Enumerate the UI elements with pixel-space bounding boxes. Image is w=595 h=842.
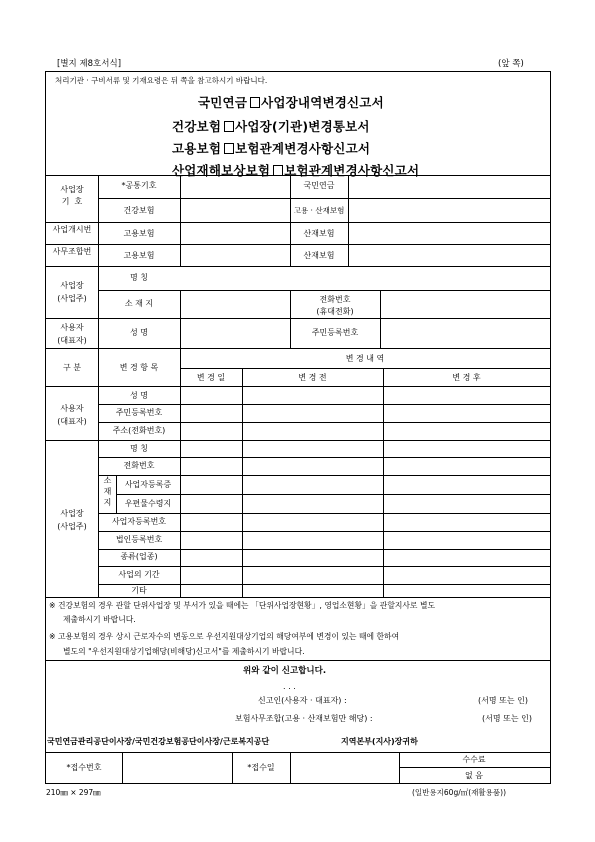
workplace-item-other: 기타 bbox=[131, 586, 147, 595]
receipt-number-label: *접수번호 bbox=[66, 763, 102, 772]
business-start-no-label: 사업개시번 bbox=[52, 225, 92, 234]
fee-label: 수수료 bbox=[462, 755, 486, 764]
workplace-name-label: 명 칭 bbox=[130, 273, 148, 282]
employer-item-address: 주소(전화번호) bbox=[112, 426, 166, 435]
site-code-label: 사업장 기 호 bbox=[60, 185, 84, 207]
start-industrial-field[interactable] bbox=[349, 223, 549, 243]
employer-item-name: 성 명 bbox=[130, 391, 148, 400]
fee-value: 없 음 bbox=[465, 771, 483, 780]
declaration-date[interactable]: . . . bbox=[283, 682, 296, 691]
phone-label: 전화번호 (휴대전화) bbox=[316, 295, 354, 316]
national-pension-label: 국민연금 bbox=[303, 181, 335, 190]
receipt-number-field[interactable] bbox=[123, 753, 231, 782]
workplace-item-mail: 우편물수령지 bbox=[124, 499, 172, 508]
employer-name-label: 성 명 bbox=[130, 328, 148, 337]
form-number: [별지 제8호서식] bbox=[57, 59, 122, 69]
checkbox-national-pension[interactable] bbox=[250, 97, 260, 108]
declarant-label: 신고인(사용자 · 대표자) : bbox=[258, 696, 347, 705]
industrial-insurance-label-2: 산재보험 bbox=[303, 251, 335, 260]
health-insurance-label: 건강보험 bbox=[123, 206, 155, 215]
workplace-item-corp-no: 법인등록번호 bbox=[115, 535, 163, 544]
workplace-address-field[interactable] bbox=[181, 291, 289, 317]
detail-header: 변 경 내 역 bbox=[345, 354, 385, 363]
health-insurance-field[interactable] bbox=[181, 199, 289, 221]
note-2-continued: 별도의 "우선지원대상기업해당(비해당)신고서"를 제출하시기 바랍니다. bbox=[63, 647, 305, 656]
start-employment-field[interactable] bbox=[181, 223, 289, 243]
agency-label: 보험사무조합(고용 · 산재보험만 해당) : bbox=[235, 714, 373, 723]
item-header: 변 경 항 목 bbox=[119, 363, 159, 372]
resident-no-field[interactable] bbox=[381, 319, 549, 347]
common-code-label: *공통기호 bbox=[121, 181, 157, 190]
side-label: (앞 쪽) bbox=[498, 59, 524, 69]
title-industrial-insurance: 산업재해보상보험 보험관계변경사항신고서 bbox=[172, 163, 420, 178]
workplace-item-type: 종류(업종) bbox=[120, 552, 158, 561]
note-1-continued: 제출하시기 바랍니다. bbox=[63, 615, 136, 624]
union-industrial-field[interactable] bbox=[349, 245, 549, 265]
note-2: ※ 고용보험의 경우 상시 근로자수의 변동으로 우선지원대상기업의 해당여부에 변경이 있는 때에 한하여 bbox=[49, 632, 400, 641]
after-header: 변 경 후 bbox=[452, 373, 481, 382]
note-1: ※ 건강보험의 경우 관할 단위사업장 및 부서가 있을 때에는 「단위사업장현황」, 영업소현황」을 관할지사로 별도 bbox=[49, 601, 436, 610]
resident-no-label: 주민등록번호 bbox=[311, 328, 359, 337]
title-employment-insurance: 고용보험 보험관계변경사항신고서 bbox=[172, 141, 371, 156]
checkbox-employment-insurance[interactable] bbox=[224, 143, 234, 154]
common-code-field[interactable] bbox=[181, 176, 289, 197]
national-pension-field[interactable] bbox=[349, 176, 549, 197]
employer-item-resident-no: 주민등록번호 bbox=[115, 408, 163, 417]
category-header: 구 분 bbox=[63, 363, 81, 372]
industrial-insurance-label-1: 산재보험 bbox=[303, 229, 335, 238]
employment-insurance-label-2: 고용보험 bbox=[123, 251, 155, 260]
receipt-date-label: *접수일 bbox=[247, 763, 275, 772]
employer-name-field[interactable] bbox=[181, 319, 289, 347]
workplace-name-field[interactable] bbox=[181, 267, 549, 289]
office-union-no-label: 사무조합번 bbox=[52, 247, 92, 256]
agency-signature[interactable]: (서명 또는 인) bbox=[482, 714, 532, 723]
location-label: 소 재 지 bbox=[103, 476, 112, 507]
workplace-item-phone: 전화번호 bbox=[123, 461, 155, 470]
declarant-signature[interactable]: (서명 또는 인) bbox=[478, 696, 528, 705]
employment-industrial-label: 고용 · 산재보험 bbox=[293, 206, 345, 215]
union-employment-field[interactable] bbox=[181, 245, 289, 265]
title-health-insurance: 건강보험 사업장(기관)변경통보서 bbox=[172, 119, 370, 134]
date-header: 변 경 일 bbox=[196, 373, 226, 382]
workplace-item-period: 사업의 기간 bbox=[118, 570, 160, 579]
employment-insurance-label-1: 고용보험 bbox=[123, 229, 155, 238]
addressee-text: 국민연금관리공단이사장/국민건강보험공단이사장/근로복지공단 bbox=[47, 737, 270, 746]
before-header: 변 경 전 bbox=[298, 373, 327, 382]
workplace-group-label: 사업장 (사업주) bbox=[57, 509, 87, 531]
employer-label: 사용자 (대표자) bbox=[57, 323, 87, 345]
phone-field[interactable] bbox=[381, 291, 549, 317]
workplace-label: 사업장 (사업주) bbox=[57, 281, 87, 303]
checkbox-health-insurance[interactable] bbox=[224, 121, 234, 132]
employment-industrial-field[interactable] bbox=[349, 199, 549, 221]
employer-group-label: 사용자 (대표자) bbox=[57, 404, 87, 426]
paper-spec: (일반용지60g/㎡(재활용품)) bbox=[412, 788, 506, 797]
workplace-address-label: 소 재 지 bbox=[124, 299, 154, 308]
receipt-date-field[interactable] bbox=[291, 753, 398, 782]
workplace-item-business-reg: 사업자등록증 bbox=[124, 480, 172, 489]
declaration-text: 위와 같이 신고합니다. bbox=[243, 666, 327, 676]
workplace-item-name: 명 칭 bbox=[130, 444, 148, 453]
workplace-item-business-no: 사업자등록번호 bbox=[111, 517, 167, 526]
addressee-branch: 지역본부(지사)장귀하 bbox=[341, 737, 418, 746]
paper-size: 210㎜ × 297㎜ bbox=[46, 788, 101, 797]
title-national-pension: 국민연금 사업장내역변경신고서 bbox=[198, 95, 384, 110]
instruction-text: 처리기관 · 구비서류 및 기재요령은 뒤 쪽을 참고하시기 바랍니다. bbox=[55, 76, 268, 85]
